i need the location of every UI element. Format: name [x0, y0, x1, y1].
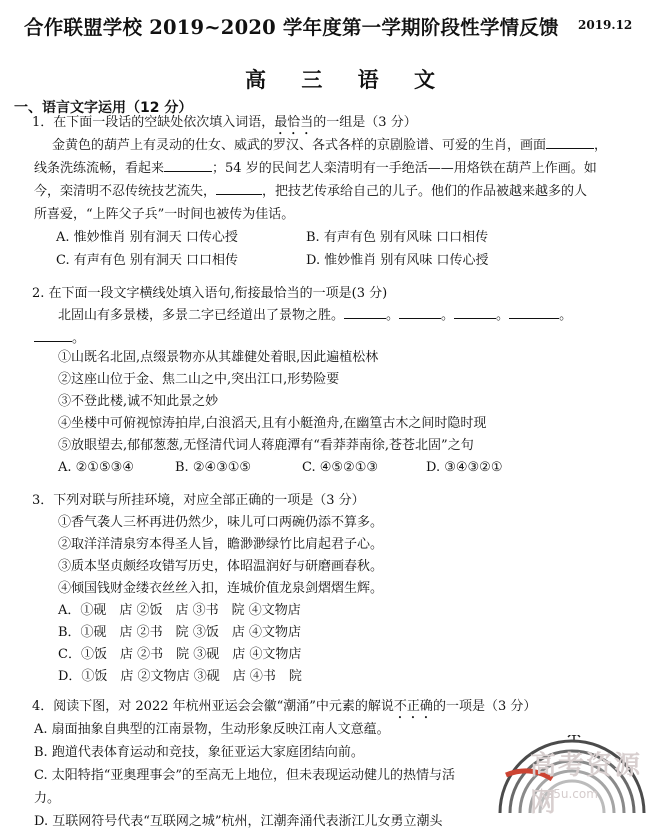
q3-option-c[interactable]: C．①饭 店 ②书 院 ③砚 店 ④文物店: [58, 647, 302, 662]
q3-option-b[interactable]: B．①砚 店 ②书 院 ③饭 店 ④文物店: [58, 625, 301, 640]
watermark-url: ks5u.com: [540, 787, 598, 801]
q1-passage-text: ；54 岁的民间艺人栾清明有一手绝活——用烙铁在葫芦上作画。如: [212, 161, 597, 176]
q1-passage-text: 金黄色的葫芦上有灵动的仕女、威武的罗汉、各式各样的京剧脸谱、可爱的生肖，画面: [52, 138, 547, 153]
q1-option-row: [56, 249, 238, 272]
q1-stem-part: 的一组是（3 分）: [313, 115, 417, 130]
q2-option-b[interactable]: B. ②④③①⑤: [175, 460, 252, 475]
q1-passage-line: [34, 157, 597, 180]
q4-stem-part: 的一项是（3 分）: [432, 699, 537, 714]
q1-passage-text: 今，栾清明不忍传统技艺流失，: [34, 184, 217, 199]
q1-passage-text: ，把技艺传承给自己的儿子。他们的作品被越来越多的人: [262, 184, 588, 199]
q3-item: ②取洋洋清泉穷本得圣人旨，瞻渺渺绿竹比肩起君子心。: [58, 537, 384, 552]
q2-sep: 。: [496, 308, 510, 323]
q2-item: ①山既名北固,点缀景物亦从其雄健处着眼,因此遍植松林: [58, 350, 379, 365]
q1-option-row: [306, 249, 489, 272]
q3-stem: 3．下列对联与所挂环境，对应全部正确的一项是（3 分）: [32, 493, 365, 508]
subject-title: 高 三 语 文: [245, 67, 449, 92]
q2-sep: 。: [441, 308, 455, 323]
q2-item: ④坐楼中可俯视惊涛拍岸,白浪滔天,且有小艇渔舟,在幽篁古木之间时隐时现: [58, 416, 487, 431]
q2-sep: 。: [386, 308, 400, 323]
q2-option-d[interactable]: D. ③④③②①: [426, 460, 503, 475]
q4-option-b[interactable]: B. 跑道代表体育运动和竞技，象征亚运大家庭团结向前。: [34, 745, 364, 760]
exam-title: 合作联盟学校 2019~2020 学年度第一学期阶段性学情反馈: [24, 16, 559, 39]
blank-line: [34, 327, 72, 342]
q1-option-row: [56, 226, 238, 249]
blank-line: [164, 157, 212, 172]
section-heading: 一、语言文字运用（12 分）: [14, 100, 193, 116]
q3-option-a[interactable]: A．①砚 店 ②饭 店 ③书 院 ④文物店: [58, 603, 301, 618]
q3-item: ③质本坚贞颇经攻错写历史，体昭温润好与研磨画春秋。: [58, 559, 384, 574]
q2-stem: 2. 在下面一段文字横线处填入语句,衔接最恰当的一项是(3 分): [32, 286, 388, 301]
q2-option-a[interactable]: A. ②①⑤③④: [58, 460, 134, 475]
q1-option-row: [306, 226, 488, 249]
q4-option-c[interactable]: C. 太阳特指“亚奥理事会”的至高无上地位，但未表现运动健儿的热情与活: [34, 768, 456, 783]
q2-option-row: [58, 456, 503, 479]
blank-line: [399, 304, 441, 319]
blank-line: [454, 304, 496, 319]
q3-option-d[interactable]: D．①饭 店 ②文物店 ③砚 店 ④书 院: [58, 669, 302, 684]
q1-option-b[interactable]: B. 有声有色 别有风味 口口相传: [306, 230, 489, 245]
q4-stem-emphasis: 不正确: [393, 699, 433, 714]
q2-sep: 。: [72, 331, 86, 346]
q2-item: ②这座山位于金、焦二山之中,突出江口,形势险要: [58, 372, 340, 387]
q4-stem-part: 4．阅读下图，对 2022 年杭州亚运会会徽“潮涌”中元素的解说: [32, 699, 394, 714]
q3-item: ④倾国钱财金缕衣丝丝入扣，连城价值龙泉剑熠熠生辉。: [58, 581, 384, 596]
blank-line: [216, 180, 262, 195]
q1-option-d[interactable]: D. 惟妙惟肖 别有风味 口传心授: [306, 253, 489, 268]
blank-line: [509, 304, 559, 319]
q2-passage-line: [58, 304, 572, 327]
q1-passage-text: 线条洗练流畅，看起来: [34, 161, 165, 176]
watermark-area: [470, 735, 666, 818]
q1-passage-text: ，: [594, 138, 608, 153]
watermark-text: 高考资源网: [530, 751, 643, 818]
q1-passage-line: 所喜爱，“上阵父子兵”一时间也被传为佳话。: [34, 207, 295, 222]
q4-option-a[interactable]: A. 扇面抽象自典型的江南景物，生动形象反映江南人文意蕴。: [34, 722, 390, 737]
q2-passage-text: 北固山有多景楼，多景二字已经道出了景物之胜。: [58, 308, 345, 323]
blank-line: [546, 134, 594, 149]
q1-passage-line: [52, 134, 607, 157]
q2-item: ③不登此楼,诚不知此景之妙: [58, 394, 219, 409]
exam-date: 2019.12: [578, 18, 633, 32]
q2-option-c[interactable]: C. ④⑤②①③: [302, 460, 379, 475]
blank-line: [344, 304, 386, 319]
q4-option-c-cont: 力。: [34, 791, 61, 806]
q3-item: ①香气袭人三杯再进仍然少，味儿可口两碗仍添不算多。: [58, 515, 384, 530]
q2-sep: 。: [559, 308, 573, 323]
q1-stem-emphasis: 最恰当: [274, 115, 314, 130]
sun-icon: [565, 735, 583, 740]
q1-stem-part: 1．在下面一段话的空缺处依次填入词语，: [32, 115, 275, 130]
header: [0, 12, 666, 42]
q1-option-a[interactable]: A. 惟妙惟肖 别有洞天 口传心授: [56, 230, 238, 245]
q1-option-c[interactable]: C. 有声有色 别有洞天 口口相传: [56, 253, 239, 268]
q1-passage-line: [34, 180, 587, 203]
q4-option-d[interactable]: D. 互联网符号代表“互联网之城”杭州，江潮奔涌代表浙江儿女勇立潮头: [34, 814, 443, 829]
q2-item: ⑤放眼望去,郁郁葱葱,无怪清代词人蒋鹿潭有“看莽莽南徐,苍苍北固”之句: [58, 438, 474, 453]
